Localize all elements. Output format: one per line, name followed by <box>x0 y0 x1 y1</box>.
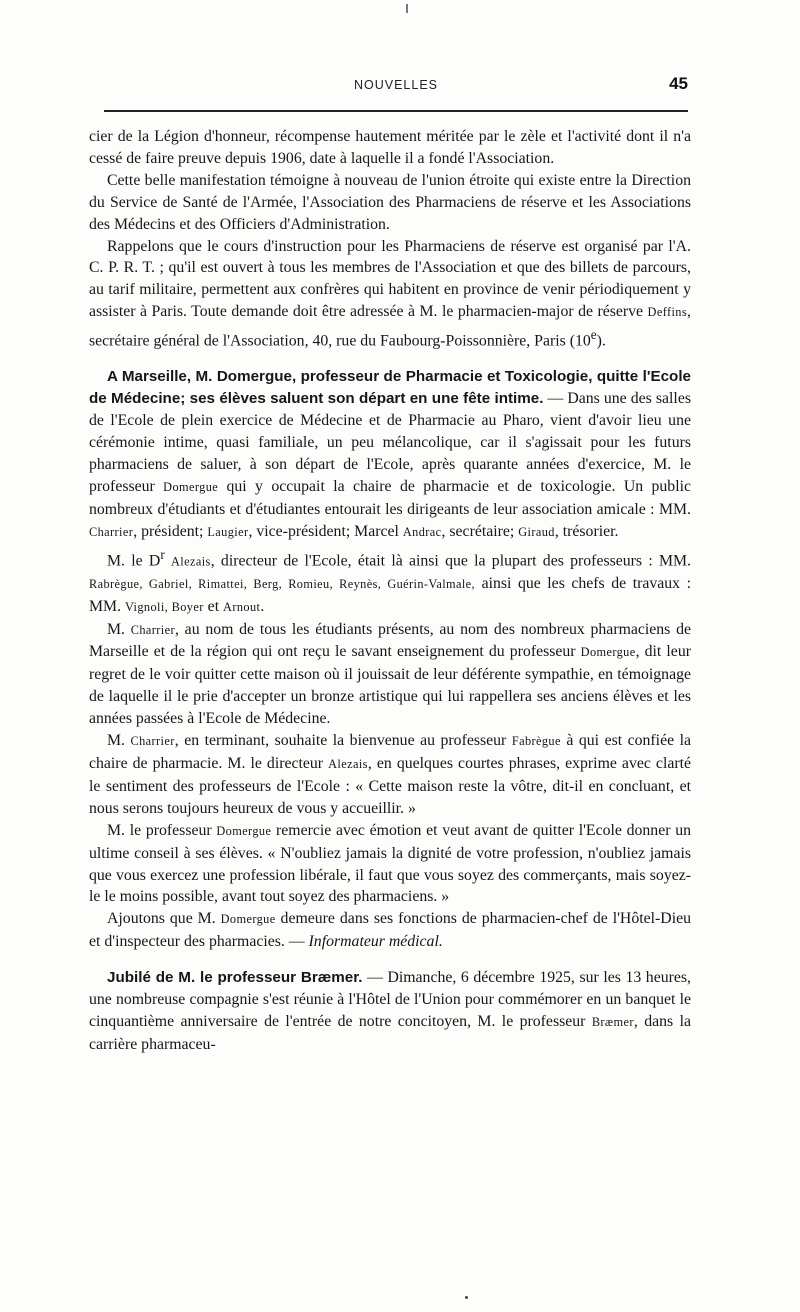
person-name: Domergue <box>580 645 636 660</box>
paragraph-alezais: M. le $D^r$ Alezais, directeur de l'Ecole, était là ainsi que la plupart des professeurs : MM. Rabrègue, Gabriel, Rimattei, Berg, Romieu, Reynès, Guérin-Valmale, ainsi que les chefs de travaux : MM. Vignoli, Boyer et Arnout. <box>89 546 692 615</box>
scan-speck <box>406 4 408 13</box>
person-name: Andrac <box>402 524 442 539</box>
paragraph-jubile-braemer: Jubilé de M. le professeur Bræmer. — Dimanche, 6 décembre 1925, sur les 13 heures, une nombreuse compagnie s'est réunie à l'Hôtel de l'Union pour commémorer en un banquet le cinquantième anniversaire de l'entrée de notre concitoyen, M. le professeur Bræmer, dans la carrière pharmaceu- <box>89 969 691 1053</box>
page-mark <box>465 1296 468 1299</box>
paragraph-marseille-news: A Marseille, M. Domergue, professeur de Pharmacie et Toxicologie, quitte l'Ecole de Médecine; ses élèves saluent son départ en une fête intime. — Dans une des salles de l'Ecole de plein exercice de Médecine et de Pharmacie au Pharo, vient d'avoir lieu une cérémonie intime, quasi familiale, un peu mélancolique, car il s'agissait pour les futurs pharmaciens de saluer, à son départ de l'Ecole, après quarante années d'exercice, M. le professeur Domergue qui y occupait la chaire de pharmacie et de toxicologie. Un public nombreux d'étudiants et d'étudiantes entourait les dirigeants de leur association amicale : MM. Charrier, président; Laugier, vice-président; Marcel Andrac, secrétaire; Giraud, trésorier. <box>89 368 691 540</box>
source-citation: Informateur médical. <box>308 933 443 951</box>
page-header <box>104 74 688 100</box>
paragraph-domergue-conseil: M. le professeur Domergue remercie avec émotion et veut avant de quitter l'Ecole donner un ultime conseil à ses élèves. « N'oubliez jamais la dignité de votre profession, n'oubliez jamais que vous exercez une profession libérale, il faut que vous soyez des commerçants, mais soyez-le le moins possible, avant tout soyez des pharmaciens. » <box>89 821 691 906</box>
person-name: Giraud <box>518 524 555 539</box>
article-body <box>89 126 691 1056</box>
person-names: Vignoli, Boyer <box>125 599 204 614</box>
person-name: Domergue <box>220 912 276 927</box>
paragraph-ajoutons: Ajoutons que M. Domergue demeure dans ses fonctions de pharmacien-chef de l'Hôtel-Dieu et d'inspecteur des pharmacies. — Informateur médical. <box>89 910 691 951</box>
paragraph-charrier-speech: M. Charrier, au nom de tous les étudiants présents, au nom des nombreux pharmaciens de Marseille et de la région qui ont reçu le savant enseignement du professeur Domergue, dit leur regret de le voir quitter cette maison où il jouissait de leur déférente sympathie, en témoignage de laquelle il le prie d'accepter un bronze artistique qui lui rappellera ses anciens élèves et les années passées à l'Ecole de Médecine. <box>89 620 691 728</box>
paragraph-bienvenue: M. Charrier, en terminant, souhaite la bienvenue au professeur Fabrègue à qui est confiée la chaire de pharmacie. M. le directeur Alezais, en quelques courtes phrases, exprime avec clarté le sentiment des professeurs de l'Ecole : « Cette maison reste la vôtre, dit-il en concluant, et nous serons toujours heureux de vous y accueillir. » <box>89 732 692 817</box>
person-name: Charrier <box>130 622 175 637</box>
person-name: Charrier <box>130 734 175 749</box>
paragraph-legion-honneur: cier de la Légion d'honneur, récompense hautement méritée par le zèle et l'activité dont il n'a cessé de faire preuve depuis 1906, date à laquelle il a fondé l'Association. <box>89 128 691 167</box>
person-name: Laugier <box>207 524 249 539</box>
person-name: Deffins <box>647 305 688 320</box>
person-name: Domergue <box>163 479 219 494</box>
news-heading: Jubilé de M. le professeur Bræmer. <box>107 969 363 987</box>
paragraph-cours-instruction: Rappelons que le cours d'instruction pour les Pharmaciens de réserve est organisé par l'A. C. P. R. T. ; qu'il est ouvert à tous les membres de l'Association et que des billets de parcours, au tarif militaire, permettent aux confrères qui habitent en province de venir périodiquement y assister à Paris. Toute demande doit être adressée à M. le pharmacien-major de réserve Deffins, secrétaire général de l'Association, 40, rue du Faubourg-Poissonnière, Paris (10e). <box>89 237 691 350</box>
running-title: NOUVELLES <box>353 78 439 92</box>
person-name: Domergue <box>216 823 272 838</box>
person-name: Bræmer <box>591 1014 634 1029</box>
person-name: Charrier <box>89 524 134 539</box>
person-name: Alezais <box>328 757 368 771</box>
person-names: Rabrègue, Gabriel, Rimattei, Berg, Romieu, Reynès, Guérin-Valmale, <box>89 576 476 591</box>
person-name: Fabrègue <box>511 734 561 749</box>
page-number: 45 <box>669 74 688 93</box>
person-name: Arnout <box>223 599 261 614</box>
paragraph-manifestation: Cette belle manifestation témoigne à nouveau de l'union étroite qui existe entre la Direction du Service de Santé de l'Armée, l'Association des Pharmaciens de réserve et les Associations des Médecins et des Officiers d'Administration. <box>89 171 691 233</box>
news-heading: A Marseille, M. Domergue, professeur de Pharmacie et Toxicologie, quitte l'Ecole de Médecine; ses élèves saluent son départ en une fête intime. <box>89 368 691 408</box>
header-rule <box>104 110 688 112</box>
person-name: Alezais <box>170 553 211 568</box>
